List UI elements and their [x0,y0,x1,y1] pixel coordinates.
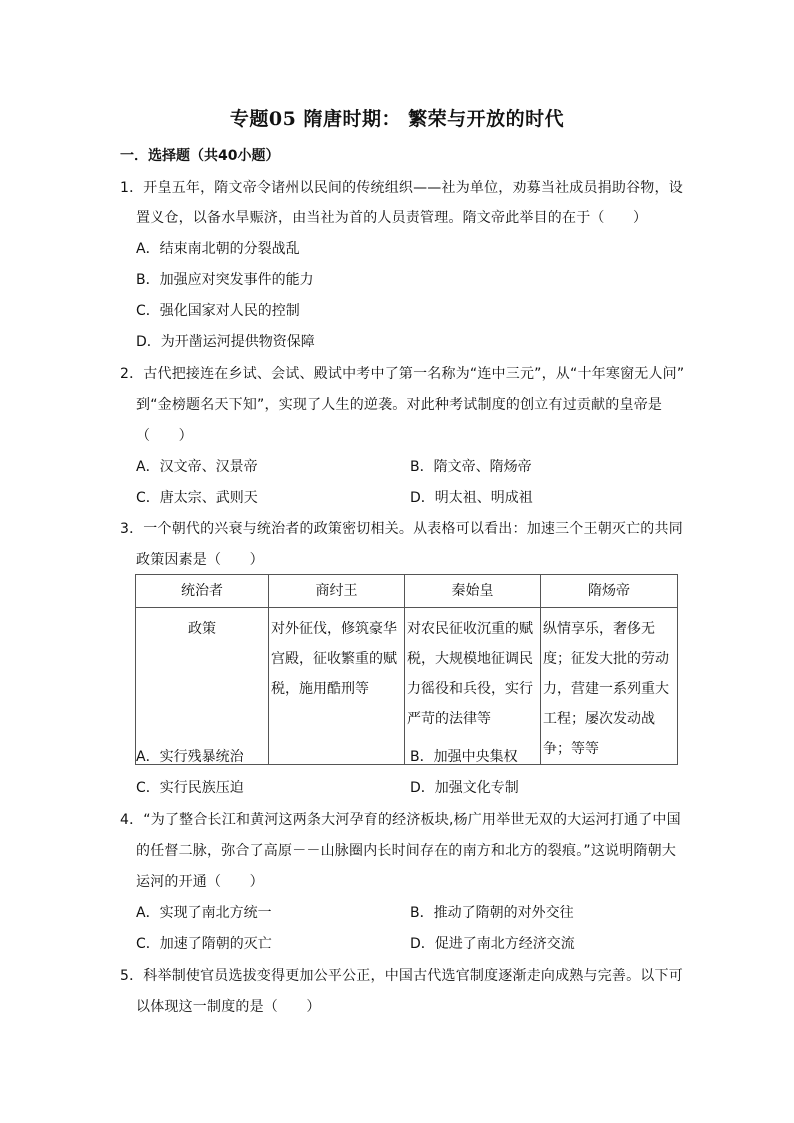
question-2-option-a: A．汉文帝、汉景帝 [136,459,258,475]
question-5-line-1: 5．科举制使官员选拔变得更加公平公正，中国古代选官制度逐渐走向成熟与完善。以下可 [120,968,683,984]
question-3-option-c: C．实行民族压迫 [136,780,244,796]
table-header-cell: 商纣王 [269,575,405,608]
question-2-line-1: 2．古代把接连在乡试、会试、殿试中考中了第一名称为“连中三元”，从“十年寒窗无人问” [120,366,685,382]
question-4-line-3: 运河的开通（ ） [136,874,264,890]
table-cell: 对农民征收沉重的赋税，大规模地征调民力徭役和兵役，实行严苛的法律等 [405,608,541,765]
question-2-line-3: （ ） [136,428,193,444]
table-row [136,608,678,765]
question-2-option-b: B．隋文帝、隋炀帝 [410,459,532,475]
question-2-option-c: C．唐太宗、武则天 [136,490,258,506]
question-2-line-2: 到“金榜题名天下知”，实现了人生的逆袭。对此种考试制度的创立有过贡献的皇帝是 [136,397,663,413]
table-header-cell: 隋炀帝 [541,575,678,608]
table-header-cell: 秦始皇 [405,575,541,608]
question-1-option-d: D．为开凿运河提供物资保障 [136,334,315,350]
question-3-option-b: B．加强中央集权 [410,749,518,765]
question-5-line-2: 以体现这一制度的是（ ） [136,999,321,1015]
question-1-option-c: C．强化国家对人民的控制 [136,303,300,319]
question-2-option-d: D．明太祖、明成祖 [410,490,533,506]
question-3-line-1: 3．一个朝代的兴衰与统治者的政策密切相关。从表格可以看出：加速三个王朝灭亡的共同 [120,521,683,537]
table-row-label: 政策 [136,608,269,765]
question-3-line-2: 政策因素是（ ） [136,552,264,568]
question-4-option-d: D．促进了南北方经济交流 [410,936,575,952]
question-1-line-1: 1．开皇五年，隋文帝令诸州以民间的传统组织——社为单位，劝募当社成员捐助谷物，设 [120,180,683,196]
question-4-option-b: B．推动了隋朝的对外交往 [410,905,574,921]
policy-table [135,574,678,765]
question-4-line-2: 的任督二脉，弥合了高原－－山脉圈内长时间存在的南方和北方的裂痕。”这说明隋朝大 [136,843,677,859]
question-4-option-c: C．加速了隋朝的灭亡 [136,936,272,952]
table-cell: 对外征伐，修筑豪华宫殿，征收繁重的赋税，施用酷刑等 [269,608,405,765]
document-title: 专题05 隋唐时期： 繁荣与开放的时代 [229,108,565,130]
table-header-row [136,575,678,608]
question-3-option-d: D．加强文化专制 [410,780,519,796]
table-cell: 纵情享乐，奢侈无度；征发大批的劳动力，营建一系列重大工程；屡次发动战争；等等 [541,608,678,765]
question-1-line-2: 置义仓，以备水旱赈济，由当社为首的人员责管理。隋文帝此举目的在于（ ） [136,210,648,226]
question-4-line-1: 4．“为了整合长江和黄河这两条大河孕育的经济板块,杨广用举世无双的大运河打通了中国 [120,812,681,828]
section-heading: 一．选择题（共40小题） [120,148,280,164]
question-3-option-a: A．实行残暴统治 [136,749,244,765]
table-header-cell: 统治者 [136,575,269,608]
question-4-option-a: A．实现了南北方统一 [136,905,272,921]
question-1-option-b: B．加强应对突发事件的能力 [136,272,314,288]
question-1-option-a: A．结束南北朝的分裂战乱 [136,241,300,257]
